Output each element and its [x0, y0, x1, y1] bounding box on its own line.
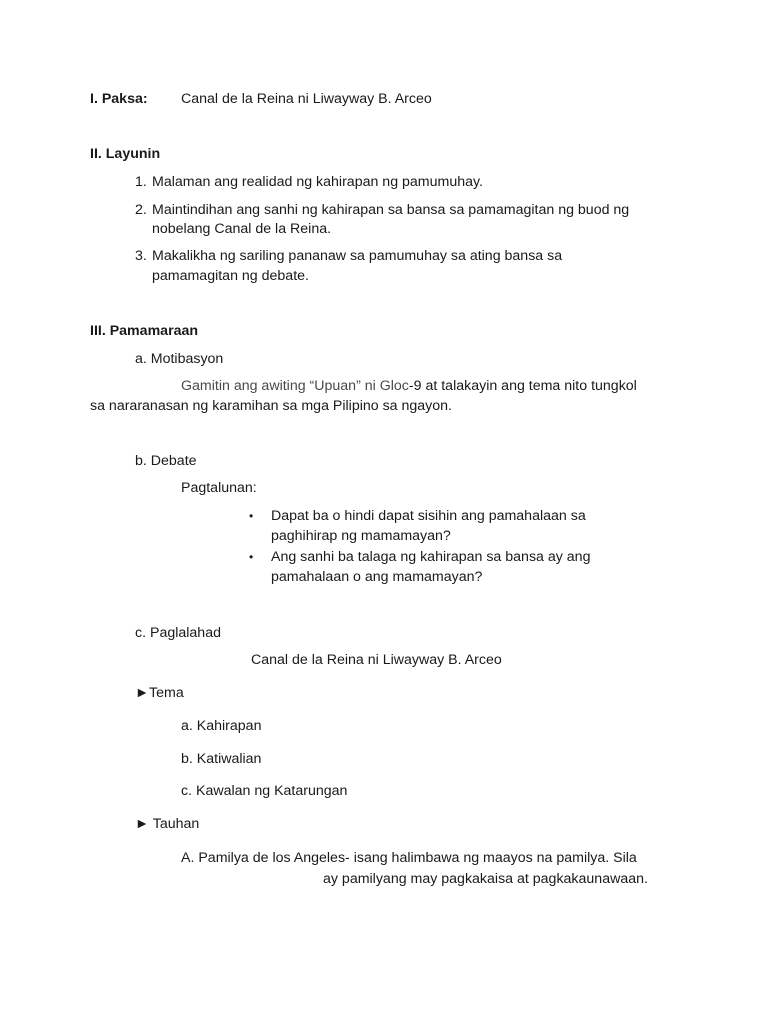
tema-item-a: a. Kahirapan: [181, 718, 262, 734]
layunin-item-3-text: Makalikha ng sariling pananaw sa pamumuhay sa ating bansa sa: [152, 248, 563, 264]
debate-bullet-2-text-cont: pamahalaan o ang mamamayan?: [271, 569, 483, 585]
debate-bullet-1-text-cont: paghihirap ng mamamayan?: [271, 528, 451, 544]
tema-item-b: b. Katiwalian: [181, 751, 262, 767]
motibasyon-text-part1: Gamitin ang awiting “Upuan” ni Gloc: [181, 378, 409, 394]
motibasyon-text-part2: -9 at talakayin ang tema nito tungkol: [408, 378, 637, 394]
layunin-item-1-num: 1.: [135, 174, 147, 190]
debate-label: b. Debate: [135, 453, 197, 469]
debate-bullet-2-symbol: •: [249, 550, 254, 564]
layunin-item-3-num: 3.: [135, 248, 147, 264]
tema-item-c: c. Kawalan ng Katarungan: [181, 783, 348, 799]
debate-bullet-1-text: Dapat ba o hindi dapat sisihin ang pamahalaan sa: [271, 508, 586, 524]
debate-bullet-2-text: Ang sanhi ba talaga ng kahirapan sa bansa ay ang: [271, 549, 591, 565]
pamamaraan-heading: III. Pamamaraan: [90, 323, 199, 339]
debate-bullet-1-symbol: •: [249, 509, 254, 523]
tauhan-item-a: A. Pamilya de los Angeles- isang halimbawa ng maayos na pamilya. Sila: [181, 850, 637, 866]
layunin-item-3-text-cont: pamamagitan ng debate.: [152, 268, 309, 284]
layunin-item-1-text: Malaman ang realidad ng kahirapan ng pamumuhay.: [152, 174, 483, 190]
layunin-item-2-num: 2.: [135, 202, 147, 218]
tauhan-heading: ► Tauhan: [135, 816, 200, 832]
motibasyon-text: [181, 376, 637, 396]
paksa-title: Canal de la Reina ni Liwayway B. Arceo: [181, 91, 432, 107]
motibasyon-label: a. Motibasyon: [135, 351, 224, 367]
tauhan-item-a-cont: ay pamilyang may pagkakaisa at pagkakaunawaan.: [323, 871, 648, 887]
paglalahad-title: Canal de la Reina ni Liwayway B. Arceo: [251, 652, 502, 668]
paglalahad-label: c. Paglalahad: [135, 625, 221, 641]
layunin-heading: II. Layunin: [90, 146, 161, 162]
pagtalunan-label: Pagtalunan:: [181, 480, 257, 496]
layunin-item-2-text: Maintindihan ang sanhi ng kahirapan sa bansa sa pamamagitan ng buod ng: [152, 202, 630, 218]
motibasyon-text-line2: sa nararanasan ng karamihan sa mga Pilipino sa ngayon.: [90, 398, 453, 414]
paksa-label: I. Paksa:: [90, 91, 148, 107]
tema-heading: ►Tema: [135, 685, 184, 701]
layunin-item-2-text-cont: nobelang Canal de la Reina.: [152, 221, 332, 237]
